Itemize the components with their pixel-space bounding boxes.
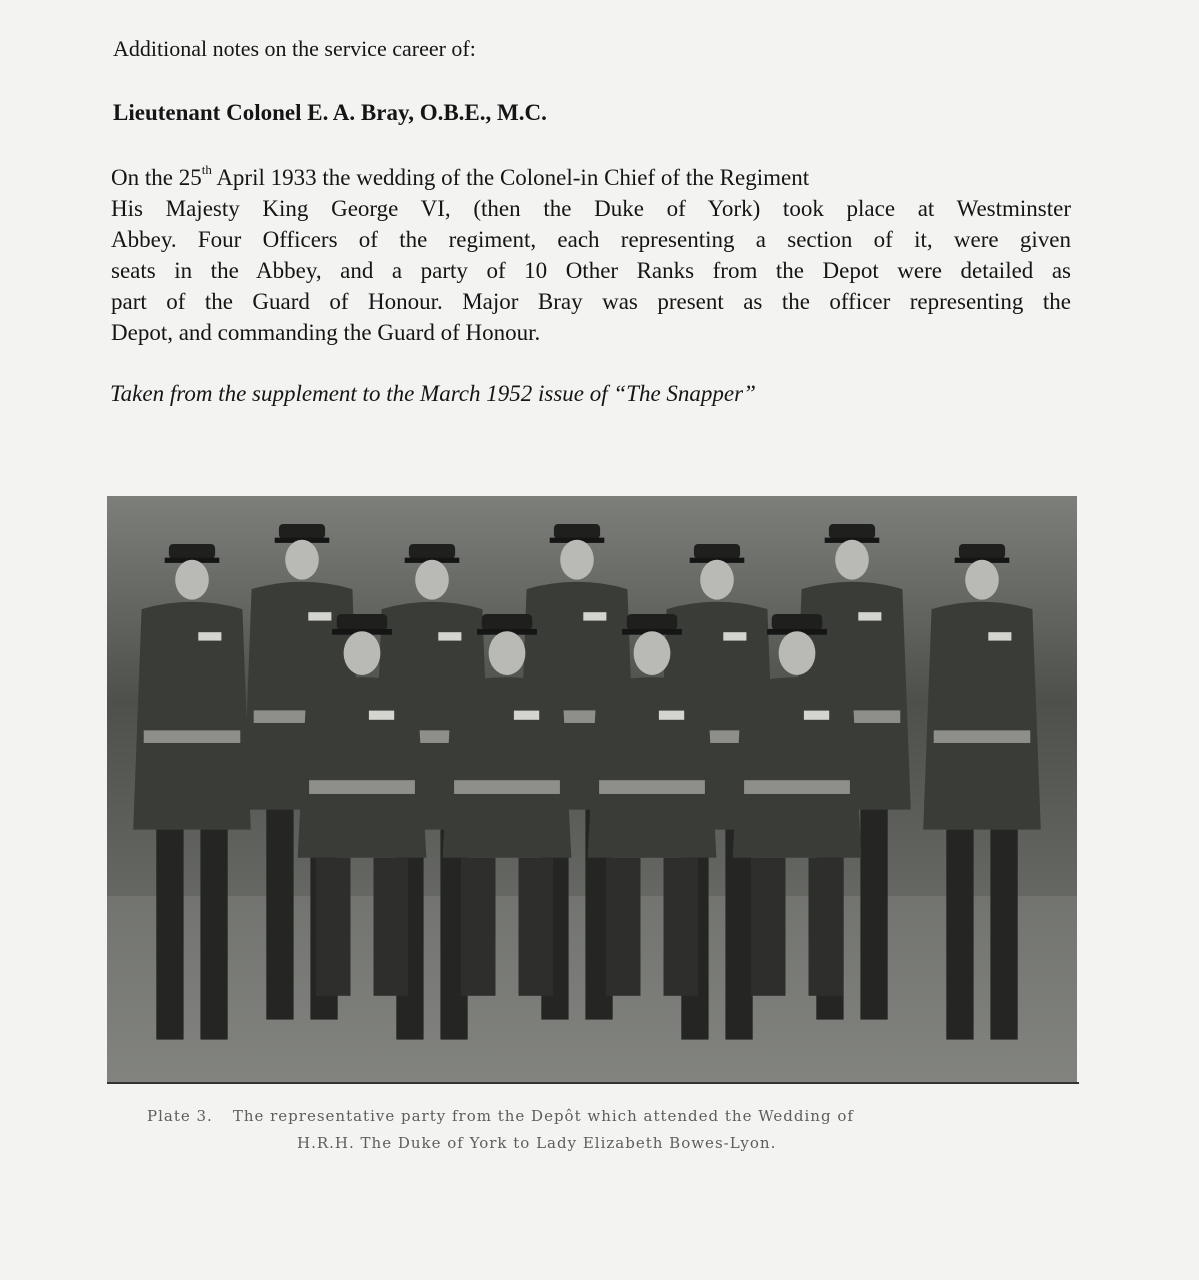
paragraph-line-6: Depot, and commanding the Guard of Honour. xyxy=(111,320,541,345)
paragraph-line-1-rest: April 1933 the wedding of the Colonel-in Chief of the Regiment xyxy=(211,165,810,190)
paragraph-line-3: Abbey. Four Officers of the regiment, each representing a section of it, were given xyxy=(111,227,1071,252)
soldiers-group-illustration xyxy=(107,496,1077,1084)
caption-line-1 xyxy=(107,1103,1079,1130)
body-paragraph xyxy=(111,162,1071,348)
date-ordinal: th xyxy=(201,162,212,177)
photo-caption xyxy=(107,1103,1079,1157)
paragraph-line-4: seats in the Abbey, and a party of 10 Other Ranks from the Depot were detailed as xyxy=(111,258,1071,283)
paragraph-line-1 xyxy=(111,162,1071,193)
source-note: Taken from the supplement to the March 1952 issue of “The Snapper” xyxy=(110,381,756,406)
photo-bottom-rule xyxy=(107,1082,1079,1084)
officer-heading: Lieutenant Colonel E. A. Bray, O.B.E., M.C. xyxy=(113,100,547,125)
paragraph-line-5: part of the Guard of Honour. Major Bray was present as the officer representing the xyxy=(111,289,1071,314)
caption-line-2: H.R.H. The Duke of York to Lady Elizabeth Bowes-Lyon. xyxy=(297,1134,777,1152)
intro-text: Additional notes on the service career of: xyxy=(113,36,476,61)
date-day: On the 25 xyxy=(111,165,202,190)
caption-plate-label: Plate 3. xyxy=(147,1107,213,1125)
caption-text-1: The representative party from the Depôt which attended the Wedding of xyxy=(232,1107,854,1125)
group-photograph xyxy=(107,496,1077,1084)
paragraph-line-2: His Majesty King George VI, (then the Duke of York) took place at Westminster xyxy=(111,196,1071,221)
